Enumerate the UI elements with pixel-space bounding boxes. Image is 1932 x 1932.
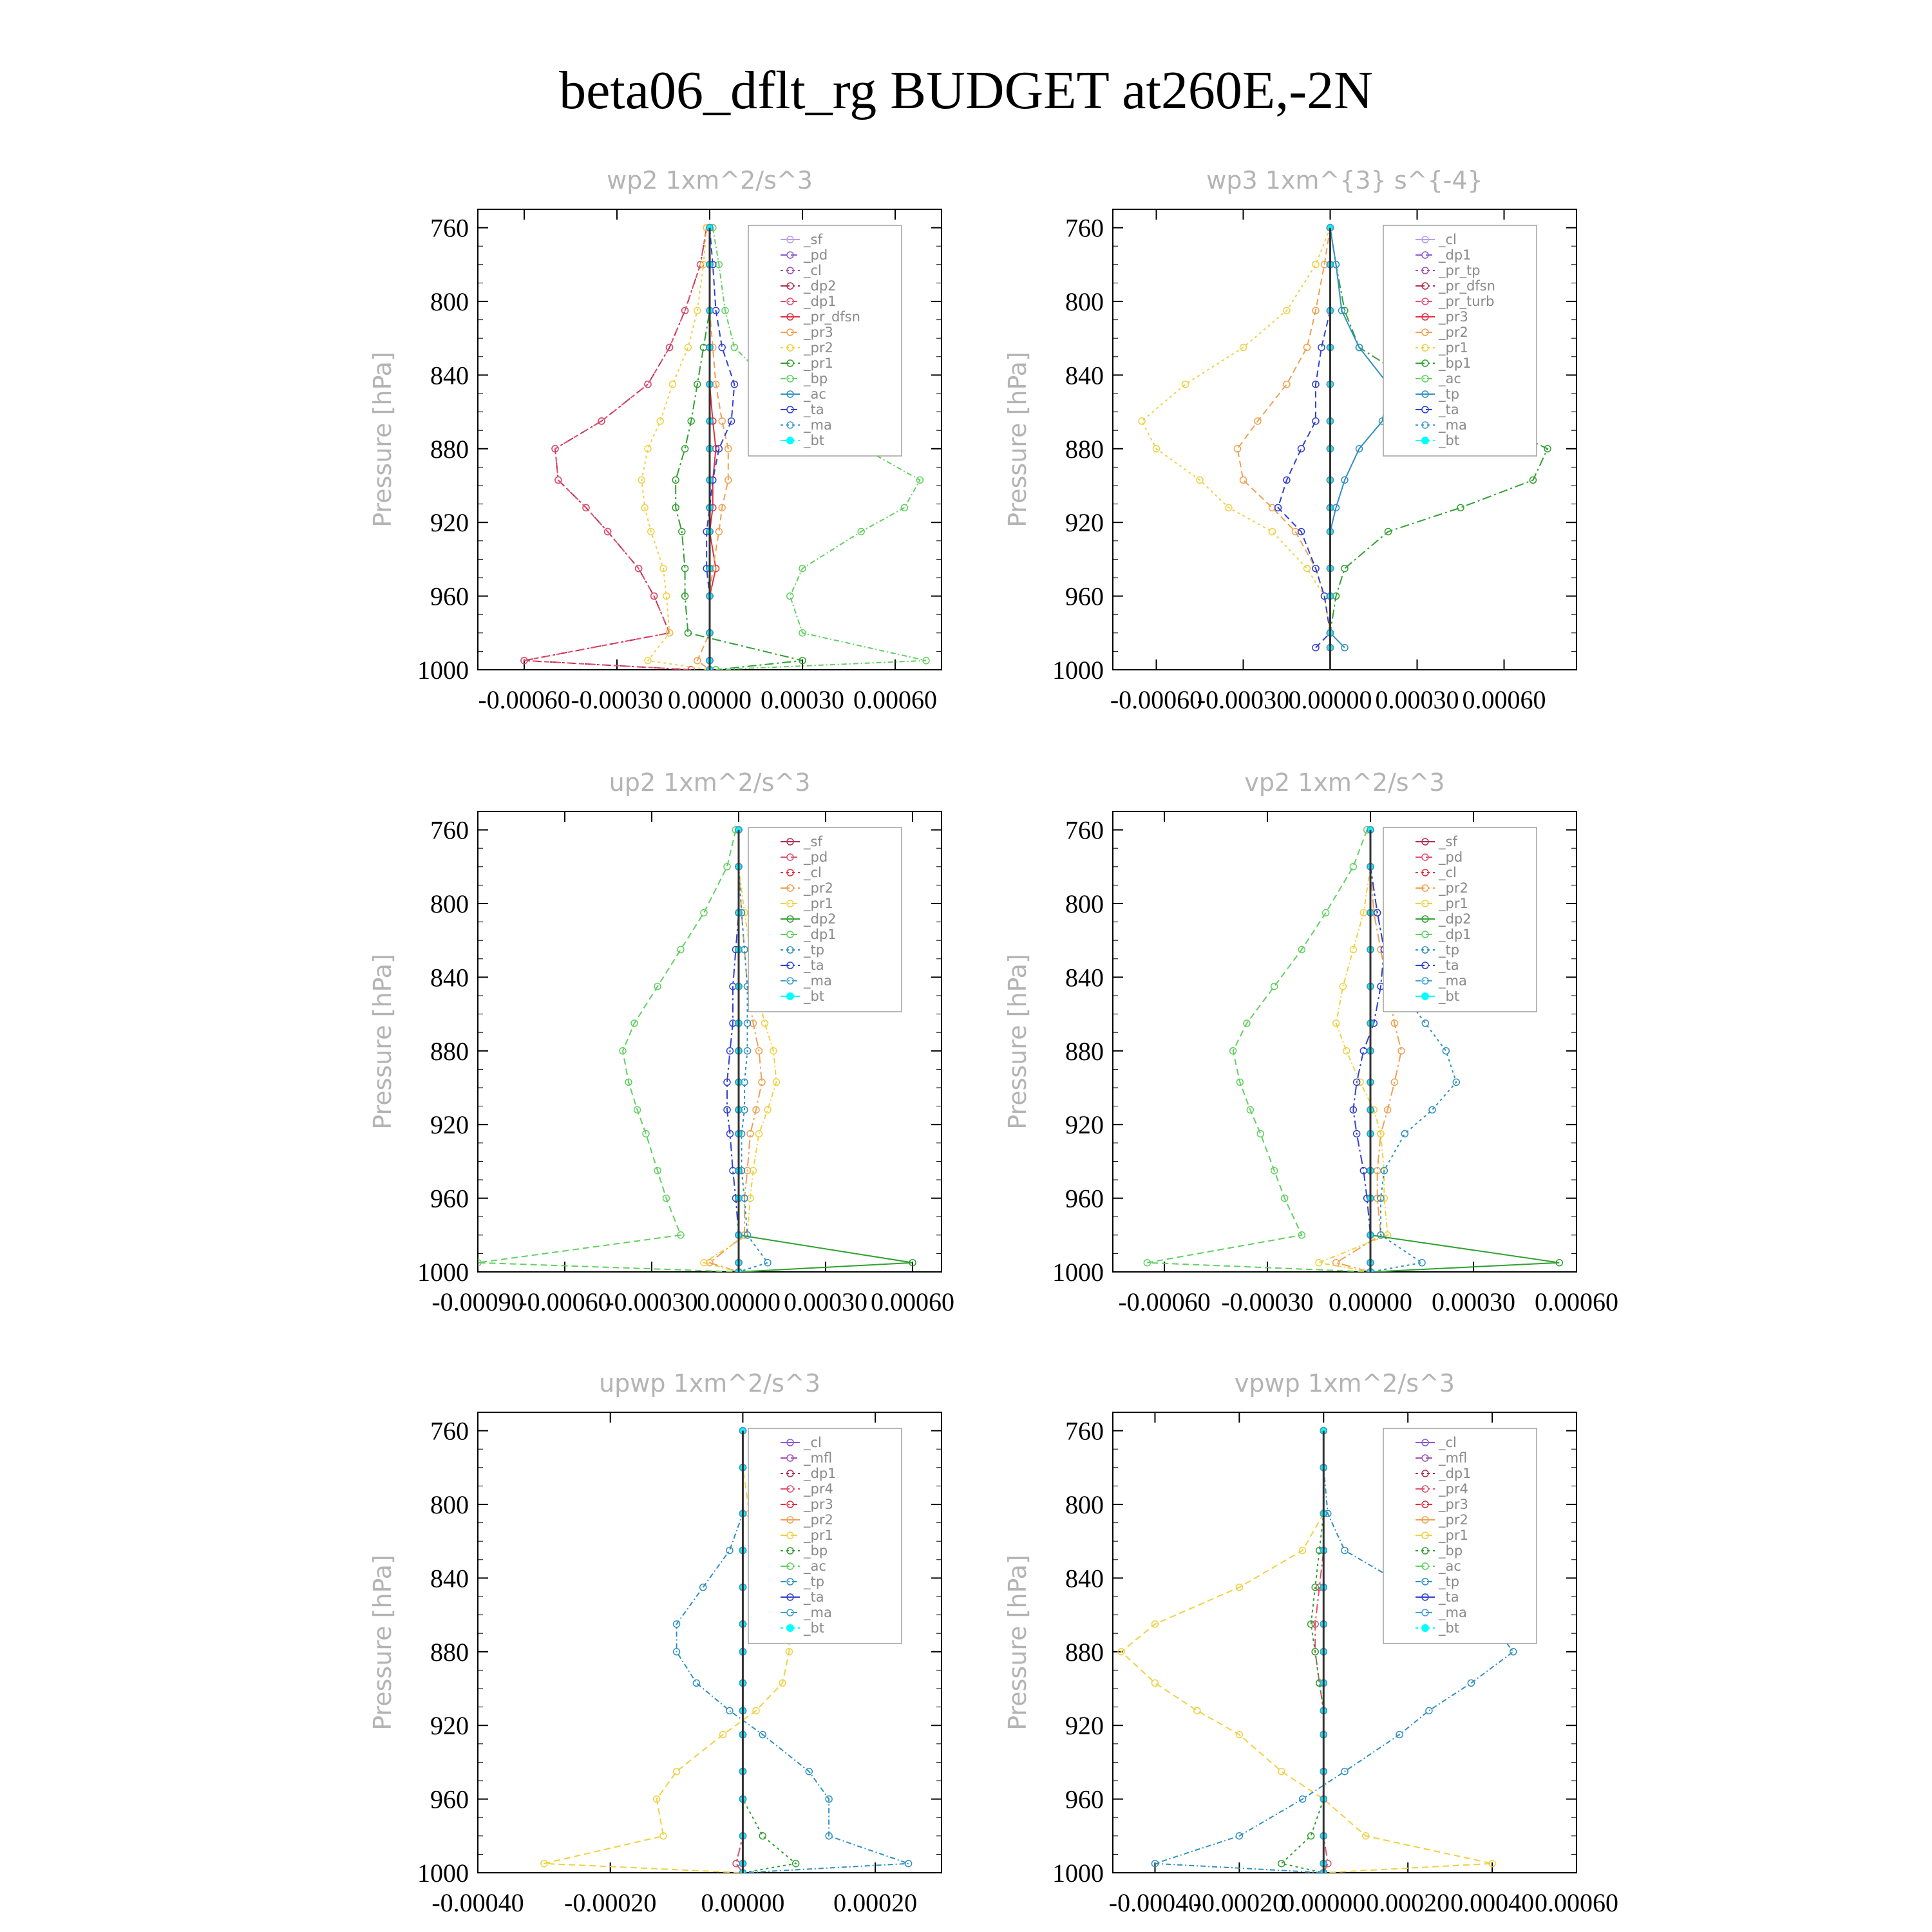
legend-label: _cl [1439, 1435, 1457, 1450]
x-tick-label: -0.00040 [1108, 1888, 1202, 1917]
y-tick-label: 1000 [1052, 1258, 1104, 1287]
y-tick-label: 800 [1065, 889, 1104, 918]
legend-label: _pr2 [1439, 1512, 1468, 1528]
legend-label: _pr4 [1439, 1481, 1468, 1497]
legend-label: _cl [804, 1435, 822, 1450]
legend-label: _bt [1439, 989, 1460, 1004]
legend-label: _pr_dfsn [1439, 278, 1495, 294]
legend-label: _cl [1439, 232, 1457, 247]
legend-label: _cl [804, 865, 822, 880]
legend-label: _ma [804, 417, 832, 433]
legend-marker [1421, 992, 1429, 1000]
legend-label: _pr1 [1439, 896, 1468, 911]
legend-label: _bt [804, 433, 825, 448]
x-tick-label: 0.00000 [701, 1888, 785, 1917]
legend-label: _bp [804, 371, 828, 386]
y-tick-label: 800 [430, 1490, 469, 1519]
y-tick-label: 1000 [1052, 1859, 1104, 1888]
x-tick-label: -0.00090 [431, 1287, 524, 1316]
y-tick-label: 840 [1065, 963, 1104, 992]
panel-title: vpwp 1xm^2/s^3 [1234, 1369, 1455, 1397]
y-tick-label: 920 [430, 508, 469, 538]
x-tick-label: 0.00030 [784, 1287, 867, 1316]
legend-label: _pr1 [804, 896, 833, 911]
legend-label: _sf [1439, 834, 1457, 849]
y-tick-label: 1000 [417, 1258, 469, 1287]
legend-label: _ta [804, 958, 824, 973]
legend-label: _tp [804, 942, 825, 958]
y-tick-label: 960 [430, 582, 469, 611]
legend-label: _dp2 [1439, 911, 1472, 927]
legend-label: _cl [804, 263, 822, 278]
legend-marker [786, 1624, 794, 1632]
x-tick-label: -0.00020 [564, 1888, 657, 1917]
legend-label: _ma [1439, 1605, 1467, 1620]
y-tick-label: 960 [1065, 1184, 1104, 1213]
legend-label: _dp2 [804, 911, 837, 927]
x-tick-label: 0.00000 [697, 1287, 781, 1316]
figure-title: beta06_dflt_rg BUDGET at260E,-2N [559, 61, 1373, 120]
y-tick-label: 960 [1065, 582, 1104, 611]
legend-label: _dp1 [1439, 927, 1472, 942]
y-tick-label: 1000 [417, 1859, 469, 1888]
legend-label: _ma [1439, 417, 1467, 433]
legend-label: _pr2 [804, 340, 833, 355]
legend-label: _ma [804, 1605, 832, 1620]
y-tick-label: 960 [1065, 1785, 1104, 1814]
y-tick-label: 800 [1065, 1490, 1104, 1519]
y-tick-label: 920 [1065, 508, 1104, 538]
legend-label: _tp [804, 1574, 825, 1589]
y-tick-label: 920 [430, 1711, 469, 1741]
y-tick-label: 880 [1065, 434, 1104, 464]
panel-title: wp3 1xm^{3} s^{-4} [1206, 166, 1483, 194]
x-tick-label: 0.00040 [1450, 1888, 1535, 1917]
legend-label: _pr3 [1439, 309, 1468, 325]
legend-label: _ma [804, 973, 832, 989]
y-tick-label: 760 [1065, 1416, 1104, 1446]
legend-label: _pr2 [1439, 880, 1468, 896]
y-axis-title: Pressure [hPa] [1003, 1555, 1032, 1730]
legend-label: _bt [804, 1620, 825, 1636]
legend-label: _bt [1439, 433, 1460, 448]
x-tick-label: 0.00060 [871, 1287, 954, 1316]
y-tick-label: 1000 [1052, 656, 1104, 685]
y-tick-label: 760 [430, 815, 469, 845]
panel-title: wp2 1xm^2/s^3 [607, 166, 813, 194]
y-axis-title: Pressure [hPa] [368, 352, 397, 527]
legend-label: _dp1 [804, 294, 837, 309]
y-tick-label: 840 [430, 361, 469, 390]
legend-label: _dp1 [1439, 247, 1472, 263]
legend-marker [786, 992, 794, 1000]
y-tick-label: 920 [1065, 1711, 1104, 1741]
x-tick-label: -0.00030 [1197, 685, 1290, 714]
legend-label: _pr3 [1439, 1497, 1468, 1512]
panel-title: upwp 1xm^2/s^3 [599, 1369, 820, 1397]
panel-title: vp2 1xm^2/s^3 [1244, 768, 1445, 797]
x-tick-label: 0.00060 [1462, 685, 1546, 714]
legend-label: _cl [1439, 865, 1457, 880]
y-tick-label: 880 [1065, 1637, 1104, 1667]
legend-marker [786, 437, 794, 444]
x-tick-label: 0.00060 [1535, 1287, 1618, 1316]
legend-label: _mfl [804, 1450, 833, 1466]
legend-label: _ac [1439, 371, 1461, 386]
x-tick-label: 0.00060 [1535, 1888, 1618, 1917]
legend-label: _pr2 [804, 1512, 833, 1528]
legend-label: _pd [804, 849, 828, 865]
x-tick-label: 0.00030 [761, 685, 844, 714]
y-tick-label: 840 [1065, 361, 1104, 390]
x-tick-label: -0.00030 [1221, 1287, 1314, 1316]
x-tick-label: -0.00040 [431, 1888, 524, 1917]
y-tick-label: 880 [430, 1036, 469, 1066]
y-tick-label: 760 [1065, 815, 1104, 845]
legend-label: _pr2 [804, 880, 833, 896]
y-tick-label: 960 [430, 1184, 469, 1213]
legend-label: _pr3 [804, 1497, 833, 1512]
legend-label: _bp1 [1439, 355, 1472, 371]
legend-label: _pr3 [804, 325, 833, 340]
legend-label: _pr4 [804, 1481, 833, 1497]
x-tick-label: -0.00060 [1110, 685, 1203, 714]
legend-label: _pd [1439, 849, 1463, 865]
y-tick-label: 840 [430, 963, 469, 992]
legend-marker [1421, 437, 1429, 444]
y-tick-label: 880 [1065, 1036, 1104, 1066]
legend-label: _bp [1439, 1543, 1463, 1558]
y-tick-label: 800 [430, 889, 469, 918]
x-tick-label: 0.00000 [668, 685, 752, 714]
legend-label: _ta [804, 1589, 824, 1605]
x-tick-label: 0.00000 [1288, 685, 1372, 714]
y-tick-label: 800 [1065, 287, 1104, 316]
x-tick-label: -0.00060 [518, 1287, 611, 1316]
legend-label: _dp2 [804, 278, 837, 294]
legend-label: _pr_dfsn [804, 309, 860, 325]
legend-label: _mfl [1439, 1450, 1468, 1466]
legend-label: _pr_tp [1439, 263, 1481, 278]
x-tick-label: 0.00060 [853, 685, 937, 714]
legend-label: _ac [1439, 1558, 1461, 1574]
y-tick-label: 960 [430, 1785, 469, 1814]
legend-label: _dp1 [804, 1466, 837, 1481]
legend-label: _ta [804, 402, 824, 417]
legend-label: _pr2 [1439, 325, 1468, 340]
y-tick-label: 800 [430, 287, 469, 316]
y-axis-title: Pressure [hPa] [1003, 954, 1032, 1130]
y-tick-label: 920 [430, 1110, 469, 1140]
y-tick-label: 840 [1065, 1564, 1104, 1593]
legend-label: _ta [1439, 958, 1459, 973]
y-tick-label: 880 [430, 1637, 469, 1667]
x-tick-label: 0.00020 [833, 1888, 918, 1917]
x-tick-label: -0.00020 [1193, 1888, 1286, 1917]
y-tick-label: 760 [430, 1416, 469, 1446]
y-tick-label: 880 [430, 434, 469, 464]
legend-label: _pr1 [804, 355, 833, 371]
x-tick-label: 0.00020 [1366, 1888, 1450, 1917]
legend-label: _pr1 [1439, 1528, 1468, 1543]
y-tick-label: 760 [430, 213, 469, 243]
legend-label: _tp [1439, 942, 1460, 958]
legend-marker [1421, 1624, 1429, 1632]
x-tick-label: -0.00030 [571, 685, 663, 714]
y-tick-label: 840 [430, 1564, 469, 1593]
legend-label: _bp [804, 1543, 828, 1558]
legend-label: _ta [1439, 1589, 1459, 1605]
panel-title: up2 1xm^2/s^3 [609, 768, 811, 797]
y-axis-title: Pressure [hPa] [368, 954, 397, 1130]
legend-label: _tp [1439, 386, 1460, 402]
legend-label: _dp1 [804, 927, 837, 942]
legend-label: _sf [804, 834, 822, 849]
legend-label: _bt [1439, 1620, 1460, 1636]
x-tick-label: 0.00000 [1329, 1287, 1412, 1316]
y-axis-title: Pressure [hPa] [368, 1555, 397, 1730]
x-tick-label: -0.00060 [478, 685, 571, 714]
y-tick-label: 1000 [417, 656, 469, 685]
x-tick-label: 0.00030 [1432, 1287, 1515, 1316]
legend-label: _ta [1439, 402, 1459, 417]
legend-label: _ac [804, 1558, 826, 1574]
x-tick-label: 0.00000 [1282, 1888, 1366, 1917]
y-tick-label: 760 [1065, 213, 1104, 243]
y-tick-label: 920 [1065, 1110, 1104, 1140]
legend-label: _tp [1439, 1574, 1460, 1589]
x-tick-label: 0.00030 [1375, 685, 1459, 714]
x-tick-label: -0.00060 [1118, 1287, 1211, 1316]
x-tick-label: -0.00030 [605, 1287, 698, 1316]
legend-label: _bt [804, 989, 825, 1004]
legend-label: _pd [804, 247, 828, 263]
legend-label: _sf [804, 232, 822, 247]
legend-label: _pr1 [804, 1528, 833, 1543]
legend-label: _ac [804, 386, 826, 402]
y-axis-title: Pressure [hPa] [1003, 352, 1032, 527]
legend-label: _ma [1439, 973, 1467, 989]
legend-label: _pr1 [1439, 340, 1468, 355]
legend-label: _dp1 [1439, 1466, 1472, 1481]
legend-label: _pr_turb [1439, 294, 1495, 309]
